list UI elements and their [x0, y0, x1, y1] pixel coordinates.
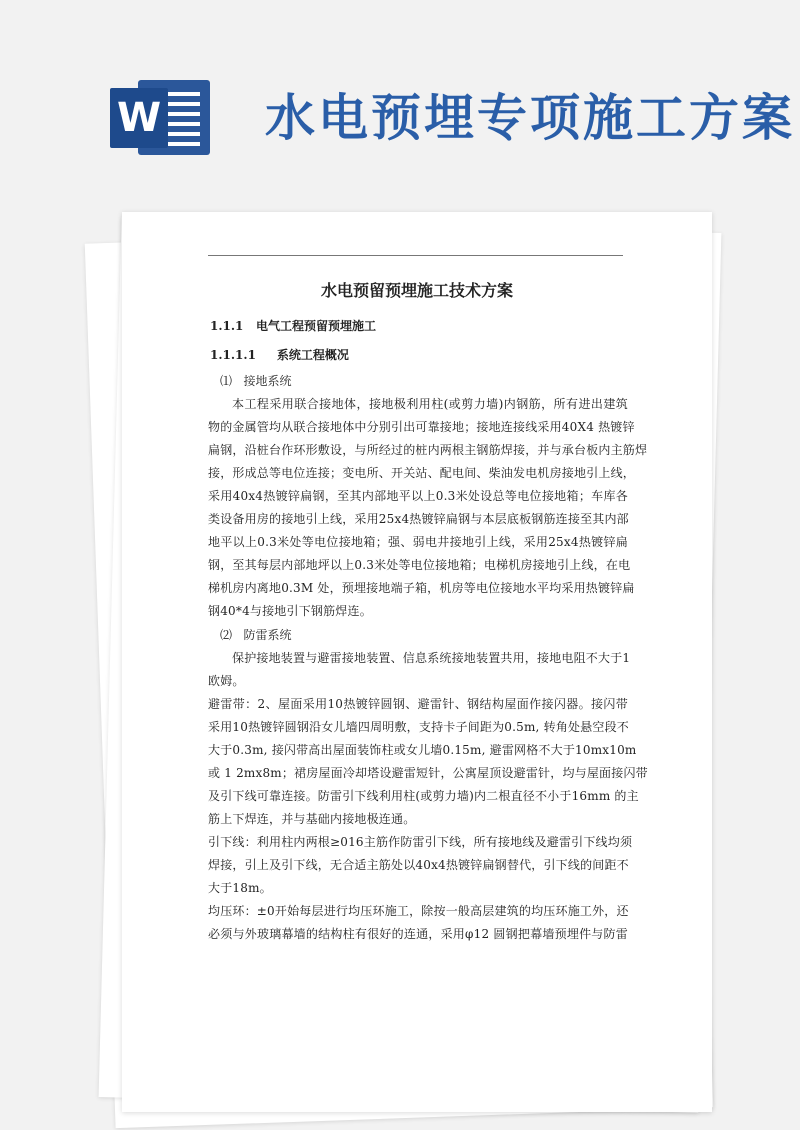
body-line: 钢40*4与接地引下钢筋焊连。	[208, 604, 372, 618]
body-line: 均压环：±0开始每层进行均压环施工，除按一般高层建筑的均压环施工外，还	[208, 904, 629, 918]
item-heading-lightning: ⑵ 防雷系统	[220, 628, 292, 642]
body-line: 接，形成总等电位连接；变电所、开关站、配电间、柴油发电机房接地引上线，	[208, 466, 636, 480]
document-title: 水电预留预埋施工技术方案	[320, 281, 513, 300]
body-line: 采用40x4热镀锌扁钢，至其内部地平以上0.3米处设总等电位接地箱；车库各	[208, 489, 628, 503]
body-line: 钢，至其每层内部地坪以上0.3米处等电位接地箱；电梯机房接地引上线，在电	[208, 558, 631, 572]
body-line: 本工程采用联合接地体，接地极利用柱(或剪力墙)内钢筋，所有进出建筑	[232, 397, 628, 411]
body-line: 扁钢，沿桩台作环形敷设，与所经过的桩内两根主钢筋焊接，并与承台板内主筋焊	[208, 443, 648, 457]
section-heading: 1.1.1 电气工程预留预埋施工	[210, 319, 376, 333]
body-line: 类设备用房的接地引上线，采用25x4热镀锌扁钢与本层底板钢筋连接至其内部	[208, 512, 629, 526]
body-line: 避雷带：2、屋面采用10热镀锌圆钢、避雷针、钢结构屋面作接闪器。接闪带	[208, 697, 628, 711]
item-heading-grounding: ⑴ 接地系统	[220, 374, 292, 388]
body-line: 焊接，引上及引下线，无合适主筋处以40x4热镀锌扁钢替代，引下线的间距不	[208, 858, 629, 872]
body-line: 梯机房内离地0.3M 处，预埋接地端子箱，机房等电位接地水平均采用热镀锌扁	[208, 581, 635, 595]
body-line: 采用10热镀锌圆钢沿女儿墙四周明敷，支持卡子间距为0.5m, 转角处悬空段不	[208, 720, 629, 734]
header-rule	[208, 255, 623, 256]
body-line: 引下线：利用柱内两根≥016主筋作防雷引下线，所有接地线及避雷引下线均须	[208, 835, 633, 849]
body-line: 必须与外玻璃幕墙的结构柱有很好的连通，采用φ12 圆钢把幕墙预埋件与防雷	[208, 927, 628, 941]
body-line: 欧姆。	[208, 674, 245, 688]
body-line: 及引下线可靠连接。防雷引下线利用柱(或剪力墙)内二根直径不小于16mm 的主	[208, 789, 639, 803]
word-doc-icon	[110, 80, 210, 155]
banner	[0, 0, 800, 200]
body-line: 大于18m。	[208, 881, 272, 895]
banner-title: 水电预埋专项施工方案	[265, 89, 795, 147]
document-page	[122, 212, 712, 1112]
body-line: 保护接地装置与避雷接地装置、信息系统接地装置共用，接地电阻不大于1	[232, 651, 631, 665]
body-line: 筋上下焊连，并与基础内接地极连通。	[208, 812, 416, 826]
body-line: 大于0.3m, 接闪带高出屋面装饰柱或女儿墙0.15m, 避雷网格不大于10mx10m	[208, 743, 637, 757]
body-line: 地平以上0.3米处等电位接地箱；强、弱电井接地引上线，采用25x4热镀锌扁	[208, 535, 628, 549]
body-line: 物的金属管均从联合接地体中分别引出可靠接地；接地连接线采用40X4 热镀锌	[208, 420, 635, 434]
word-logo-letter: W	[110, 88, 168, 148]
body-line: 或 1 2mx8m；裙房屋面冷却塔设避雷短针，公寓屋顶设避雷针，均与屋面接闪带	[208, 766, 648, 780]
subsection-heading: 1.1.1.1 系统工程概况	[210, 348, 349, 362]
